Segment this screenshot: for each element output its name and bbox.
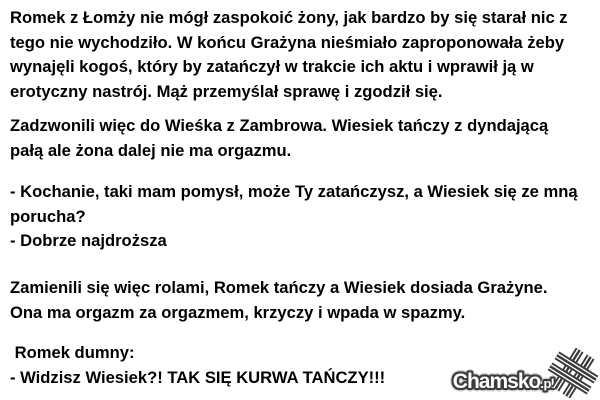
joke-line: Zamienili się więc rolami, Romek tańczy a Wiesiek dosiada Grażyne. bbox=[10, 278, 548, 297]
joke-paragraph-4 bbox=[10, 276, 600, 325]
joke-line: - Widzisz Wiesiek?! TAK SIĘ KURWA TAŃCZY!!! bbox=[10, 367, 386, 387]
joke-line: erotyczny nastrój. Mąż przemyślał sprawę i zgodził się. bbox=[10, 81, 443, 101]
joke-paragraph-3 bbox=[10, 180, 600, 254]
hash-fence-icon bbox=[548, 347, 598, 399]
joke-paragraph-2 bbox=[10, 114, 600, 163]
joke-line: tego nie wychodziło. W końcu Grażyna nieśmiało zaproponowała żeby bbox=[10, 32, 565, 52]
joke-line: - Dobrze najdroższa bbox=[10, 231, 167, 250]
joke-line: porucha? bbox=[10, 206, 86, 226]
joke-line: Zadzwonili więc do Wieśka z Zambrowa. Wiesiek tańczy z dyndającą bbox=[10, 116, 549, 135]
watermark-tld: .pl bbox=[540, 376, 554, 391]
joke-line: - Kochanie, taki mam pomysł, może Ty zatańczysz, a Wiesiek się ze mną bbox=[10, 182, 578, 201]
joke-line: Ona ma orgazm za orgazmem, krzyczy i wpada w spazmy. bbox=[10, 302, 466, 322]
joke-line: Romek dumny: bbox=[10, 343, 135, 362]
watermark bbox=[453, 371, 554, 392]
joke-line: wynajęli kogoś, który by zatańczył w trakcie ich aktu i wprawił ją w bbox=[10, 57, 534, 76]
joke-line: pałą ale żona dalej nie ma orgazmu. bbox=[10, 140, 292, 160]
joke-paragraph-1 bbox=[10, 6, 600, 104]
joke-line: Romek z Łomży nie mógł zaspokoić żony, jak bardzo by się starał nic z bbox=[10, 8, 568, 27]
watermark-brand: Chamsko bbox=[452, 370, 541, 393]
